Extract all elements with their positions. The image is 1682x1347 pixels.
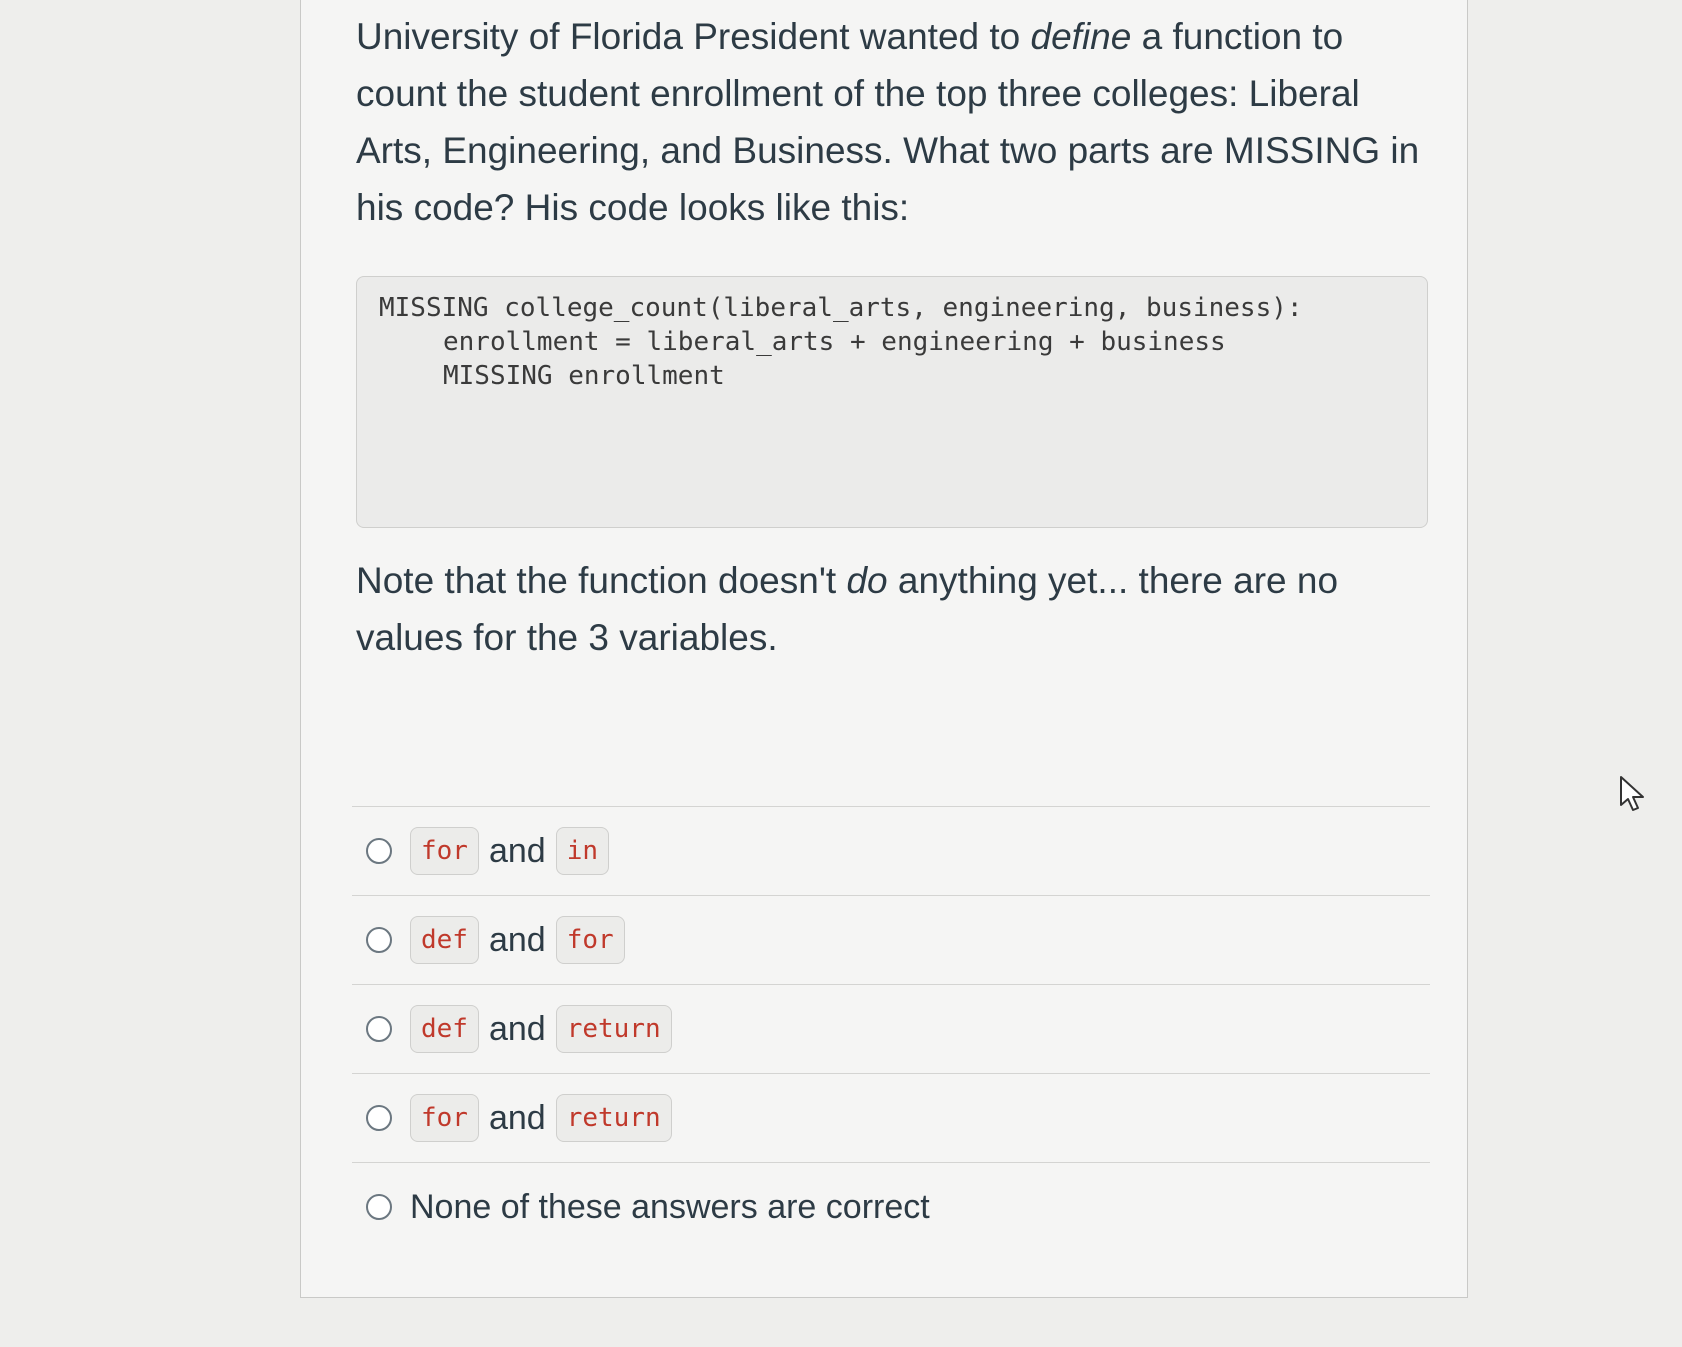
question-text [356, 8, 1436, 236]
keyword-1: for [410, 827, 479, 875]
answer-option-3[interactable] [352, 985, 1430, 1073]
radio-button[interactable] [366, 838, 392, 864]
answer-option-4[interactable] [352, 1074, 1430, 1162]
joiner: and [488, 831, 546, 870]
joiner: and [488, 1009, 546, 1048]
question-rest: a function to count the student enrollment of the top three colleges: Liberal Arts, Engineering, and Business. What two parts are MISSING in his code? His code looks like this: [356, 16, 1420, 228]
question-emphasis: define [1030, 16, 1132, 57]
keyword-2: return [556, 1005, 672, 1053]
answer-text: None of these answers are correct [410, 1187, 930, 1226]
note-after: anything yet... there are no values for the 3 variables. [356, 560, 1339, 658]
code-block [356, 276, 1428, 528]
answer-option-5[interactable] [352, 1163, 1430, 1251]
keyword-2: return [556, 1094, 672, 1142]
radio-button[interactable] [366, 1016, 392, 1042]
note-emphasis: do [846, 560, 888, 601]
keyword-2: in [556, 827, 609, 875]
code-line-1: MISSING college_count(liberal_arts, engineering, business): [379, 293, 1303, 323]
keyword-1: for [410, 1094, 479, 1142]
keyword-2: for [556, 916, 625, 964]
answer-list [352, 806, 1430, 1251]
answer-option-2[interactable] [352, 896, 1430, 984]
keyword-1: def [410, 1005, 479, 1053]
question-intro: University of Florida President wanted to [356, 16, 1031, 57]
radio-button[interactable] [366, 927, 392, 953]
mouse-pointer-icon [1618, 774, 1652, 814]
joiner: and [488, 1098, 546, 1137]
code-line-2: enrollment = liberal_arts + engineering + business [443, 327, 1226, 357]
radio-button[interactable] [366, 1194, 392, 1220]
answer-option-1[interactable] [352, 807, 1430, 895]
radio-button[interactable] [366, 1105, 392, 1131]
note-text [356, 552, 1436, 666]
note-before: Note that the function doesn't [356, 560, 847, 601]
code-line-3: MISSING enrollment [443, 361, 725, 391]
keyword-1: def [410, 916, 479, 964]
joiner: and [488, 920, 546, 959]
